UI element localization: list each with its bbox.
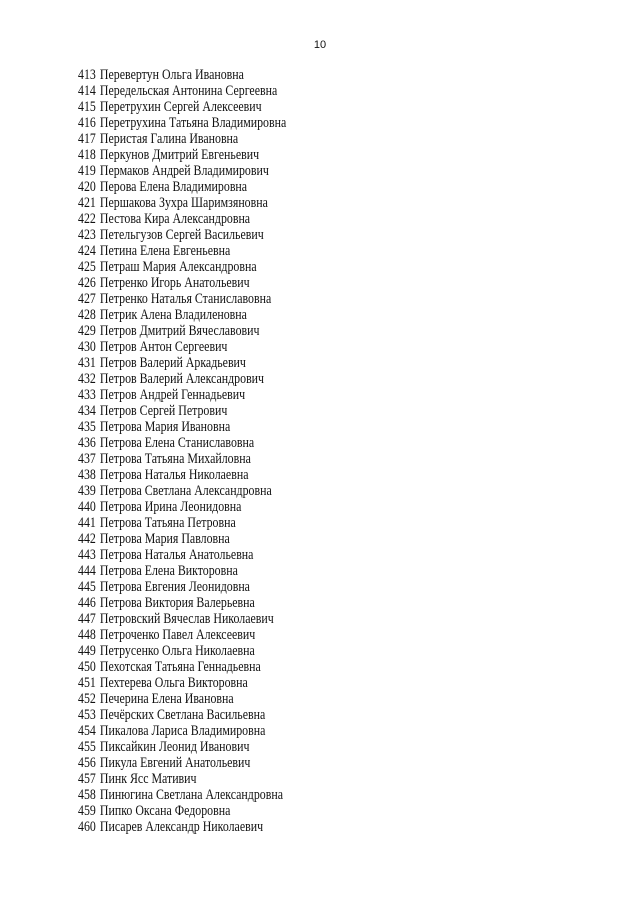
entry-number: 413: [78, 67, 96, 83]
entry-number: 438: [78, 467, 96, 483]
list-item: [78, 451, 286, 467]
entry-name: Петрусенко Ольга Николаевна: [99, 643, 255, 659]
entry-number: 431: [78, 355, 96, 371]
entry-name: Петина Елена Евгеньевна: [99, 243, 231, 259]
entry-number: 426: [78, 275, 96, 291]
entry-name: Передельская Антонина Сергеевна: [99, 83, 278, 99]
entry-number: 430: [78, 339, 96, 355]
entry-name: Петельгузов Сергей Васильевич: [99, 227, 264, 243]
entry-number: 434: [78, 403, 96, 419]
entry-number: 448: [78, 627, 96, 643]
entry-number: 421: [78, 195, 96, 211]
list-item: [78, 515, 286, 531]
entry-name: Петрова Светлана Александровна: [99, 483, 272, 499]
entry-name: Печерина Елена Ивановна: [99, 691, 234, 707]
list-item: [78, 339, 286, 355]
entry-number: 420: [78, 179, 96, 195]
entry-name: Перова Елена Владимировна: [99, 179, 248, 195]
list-item: [78, 403, 286, 419]
list-item: [78, 163, 286, 179]
entry-name: Перетрухин Сергей Алексеевич: [99, 99, 262, 115]
list-item: [78, 659, 286, 675]
entry-name: Петрова Евгения Леонидовна: [99, 579, 250, 595]
list-item: [78, 739, 286, 755]
entry-number: 450: [78, 659, 96, 675]
entry-number: 439: [78, 483, 96, 499]
entry-name: Петрик Алена Владиленовна: [99, 307, 247, 323]
entry-number: 454: [78, 723, 96, 739]
entry-name: Петренко Игорь Анатольевич: [99, 275, 250, 291]
list-item: [78, 275, 286, 291]
entry-number: 457: [78, 771, 96, 787]
list-item: [78, 499, 286, 515]
entry-number: 414: [78, 83, 96, 99]
entry-number: 446: [78, 595, 96, 611]
entry-name: Петроченко Павел Алексеевич: [99, 627, 256, 643]
entry-name: Петров Антон Сергеевич: [99, 339, 228, 355]
entry-number: 442: [78, 531, 96, 547]
entry-name: Пехтерева Ольга Викторовна: [99, 675, 248, 691]
list-item: [78, 723, 286, 739]
entry-number: 423: [78, 227, 96, 243]
list-item: [78, 323, 286, 339]
entry-name: Петрова Елена Викторовна: [99, 563, 238, 579]
entry-number: 445: [78, 579, 96, 595]
entry-number: 429: [78, 323, 96, 339]
entry-name: Пинюгина Светлана Александровна: [99, 787, 283, 803]
entry-name: Петрова Виктория Валерьевна: [99, 595, 255, 611]
entry-name: Петренко Наталья Станиславовна: [99, 291, 272, 307]
entry-number: 424: [78, 243, 96, 259]
entry-name: Петрова Мария Ивановна: [99, 419, 231, 435]
entry-number: 458: [78, 787, 96, 803]
entry-number: 425: [78, 259, 96, 275]
list-item: [78, 547, 286, 563]
entry-number: 443: [78, 547, 96, 563]
entry-name: Пикалова Лариса Владимировна: [99, 723, 266, 739]
list-item: [78, 819, 286, 835]
list-item: [78, 67, 286, 83]
entry-name: Печёрских Светлана Васильевна: [99, 707, 266, 723]
entry-name: Писарев Александр Николаевич: [99, 819, 264, 835]
list-item: [78, 627, 286, 643]
entry-number: 459: [78, 803, 96, 819]
entry-name: Петрова Татьяна Михайловна: [99, 451, 251, 467]
entry-number: 435: [78, 419, 96, 435]
list-item: [78, 195, 286, 211]
entry-name: Петров Валерий Аркадьевич: [99, 355, 246, 371]
name-list: [78, 67, 332, 835]
entry-name: Петрова Татьяна Петровна: [99, 515, 236, 531]
list-item: [78, 611, 286, 627]
list-item: [78, 291, 286, 307]
page-number: 10: [313, 39, 327, 51]
entry-number: 418: [78, 147, 96, 163]
list-item: [78, 643, 286, 659]
entry-number: 460: [78, 819, 96, 835]
entry-name: Петрова Наталья Анатольевна: [99, 547, 254, 563]
entry-number: 427: [78, 291, 96, 307]
entry-number: 436: [78, 435, 96, 451]
list-item: [78, 435, 286, 451]
list-item: [78, 227, 286, 243]
list-item: [78, 595, 286, 611]
entry-name: Петров Андрей Геннадьевич: [99, 387, 246, 403]
list-item: [78, 691, 286, 707]
entry-name: Петровский Вячеслав Николаевич: [99, 611, 274, 627]
list-item: [78, 787, 286, 803]
list-item: [78, 563, 286, 579]
entry-number: 428: [78, 307, 96, 323]
entry-number: 449: [78, 643, 96, 659]
list-item: [78, 99, 286, 115]
list-item: [78, 755, 286, 771]
entry-name: Пехотская Татьяна Геннадьевна: [99, 659, 261, 675]
list-item: [78, 355, 286, 371]
entry-name: Пинк Ясс Мативич: [99, 771, 197, 787]
entry-number: 437: [78, 451, 96, 467]
list-item: [78, 131, 286, 147]
entry-name: Петраш Мария Александровна: [99, 259, 257, 275]
entry-number: 447: [78, 611, 96, 627]
entry-number: 419: [78, 163, 96, 179]
entry-name: Петров Дмитрий Вячеславович: [99, 323, 260, 339]
list-item: [78, 419, 286, 435]
list-item: [78, 371, 286, 387]
entry-number: 433: [78, 387, 96, 403]
list-item: [78, 83, 286, 99]
list-item: [78, 211, 286, 227]
entry-name: Перевертун Ольга Ивановна: [99, 67, 244, 83]
entry-name: Петрова Елена Станиславовна: [99, 435, 255, 451]
entry-name: Петрова Ирина Леонидовна: [99, 499, 242, 515]
entry-number: 440: [78, 499, 96, 515]
entry-number: 453: [78, 707, 96, 723]
list-item: [78, 467, 286, 483]
list-item: [78, 579, 286, 595]
entry-name: Пипко Оксана Федоровна: [99, 803, 231, 819]
entry-name: Петров Сергей Петрович: [99, 403, 228, 419]
entry-name: Перистая Галина Ивановна: [99, 131, 239, 147]
list-item: [78, 147, 286, 163]
entry-name: Пермаков Андрей Владимирович: [99, 163, 269, 179]
entry-number: 432: [78, 371, 96, 387]
entry-name: Петрова Мария Павловна: [99, 531, 230, 547]
list-item: [78, 803, 286, 819]
entry-number: 441: [78, 515, 96, 531]
entry-number: 417: [78, 131, 96, 147]
list-item: [78, 243, 286, 259]
entry-number: 415: [78, 99, 96, 115]
list-item: [78, 483, 286, 499]
entry-number: 456: [78, 755, 96, 771]
entry-name: Першакова Зухра Шаримзяновна: [99, 195, 268, 211]
entry-number: 451: [78, 675, 96, 691]
entry-name: Перетрухина Татьяна Владимировна: [99, 115, 287, 131]
entry-number: 416: [78, 115, 96, 131]
entry-name: Петрова Наталья Николаевна: [99, 467, 249, 483]
list-item: [78, 531, 286, 547]
list-item: [78, 387, 286, 403]
entry-number: 455: [78, 739, 96, 755]
list-item: [78, 179, 286, 195]
entry-name: Пиксайкин Леонид Иванович: [99, 739, 250, 755]
entry-name: Пестова Кира Александровна: [99, 211, 251, 227]
list-item: [78, 259, 286, 275]
list-item: [78, 771, 286, 787]
entry-name: Перкунов Дмитрий Евгеньевич: [99, 147, 260, 163]
list-item: [78, 115, 286, 131]
entry-number: 444: [78, 563, 96, 579]
entry-number: 422: [78, 211, 96, 227]
list-item: [78, 307, 286, 323]
entry-name: Петров Валерий Александрович: [99, 371, 265, 387]
list-item: [78, 707, 286, 723]
entry-number: 452: [78, 691, 96, 707]
list-item: [78, 675, 286, 691]
entry-name: Пикула Евгений Анатольевич: [99, 755, 251, 771]
